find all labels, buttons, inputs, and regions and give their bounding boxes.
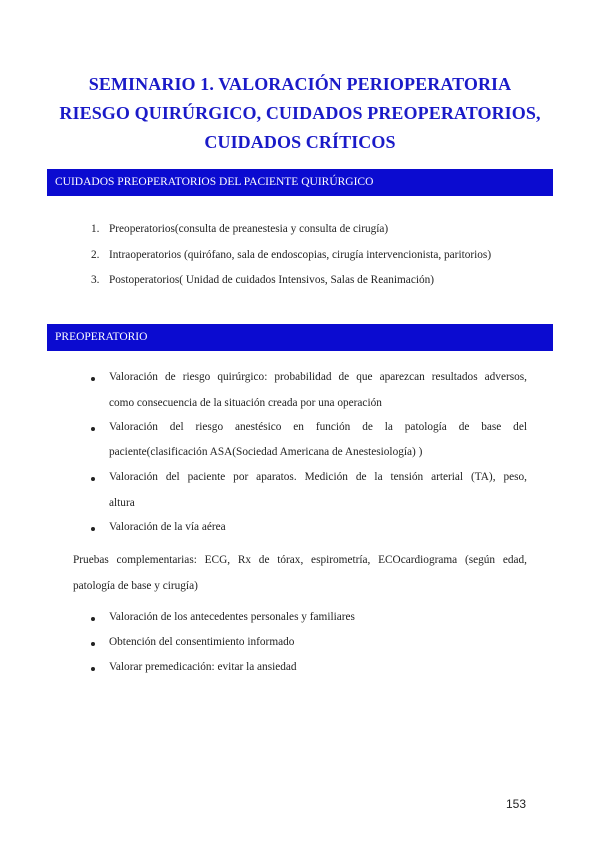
list-item-continuation: paciente(clasificación ASA(Sociedad Americana de Anestesiología) ) bbox=[109, 446, 423, 458]
bullet-icon bbox=[91, 427, 95, 431]
list-item: Postoperatorios( Unidad de cuidados Intensivos, Salas de Reanimación) bbox=[109, 274, 435, 286]
page-title-line-2: RIESGO QUIRÚRGICO, CUIDADOS PREOPERATORIOS, bbox=[59, 103, 541, 123]
bullet-icon bbox=[91, 617, 95, 621]
page-number: 153 bbox=[506, 797, 527, 811]
section-heading-preoperatorio: PREOPERATORIO bbox=[47, 324, 553, 351]
list-item: Valoración de riesgo quirúrgico: probabilidad de que aparezcan resultados adversos, bbox=[109, 371, 527, 383]
list-item: Obtención del consentimiento informado bbox=[109, 636, 295, 648]
paragraph-line: Pruebas complementarias: ECG, Rx de tórax, espirometría, ECOcardiograma (según edad, bbox=[73, 554, 527, 566]
list-item-continuation: como consecuencia de la situación creada por una operación bbox=[109, 397, 382, 409]
bullet-icon bbox=[91, 377, 95, 381]
bullet-icon bbox=[91, 667, 95, 671]
list-item: Valoración de los antecedentes personales y familiares bbox=[109, 611, 355, 623]
section-heading-cuidados-preoperatorios: CUIDADOS PREOPERATORIOS DEL PACIENTE QUIRÚRGICO bbox=[47, 169, 553, 196]
list-item-continuation: altura bbox=[109, 497, 135, 509]
list-item: Preoperatorios(consulta de preanestesia y consulta de cirugía) bbox=[109, 223, 389, 235]
list-number: 3. bbox=[91, 274, 100, 286]
list-item: Valoración del paciente por aparatos. Medición de la tensión arterial (TA), peso, bbox=[109, 471, 527, 483]
list-number: 2. bbox=[91, 249, 100, 261]
page-title-line-3: CUIDADOS CRÍTICOS bbox=[204, 132, 396, 152]
list-item: Valorar premedicación: evitar la ansiedad bbox=[109, 661, 297, 673]
list-item: Valoración del riesgo anestésico en función de la patología de base del bbox=[109, 421, 527, 433]
bullet-icon bbox=[91, 477, 95, 481]
list-number: 1. bbox=[91, 223, 100, 235]
list-item: Intraoperatorios (quirófano, sala de endoscopias, cirugía intervencionista, paritorios) bbox=[109, 249, 492, 261]
page-title-line-1: SEMINARIO 1. VALORACIÓN PERIOPERATORIA bbox=[88, 74, 512, 94]
paragraph-line: patología de base y cirugía) bbox=[73, 580, 198, 592]
bullet-icon bbox=[91, 642, 95, 646]
bullet-icon bbox=[91, 527, 95, 531]
list-item: Valoración de la vía aérea bbox=[109, 521, 226, 533]
